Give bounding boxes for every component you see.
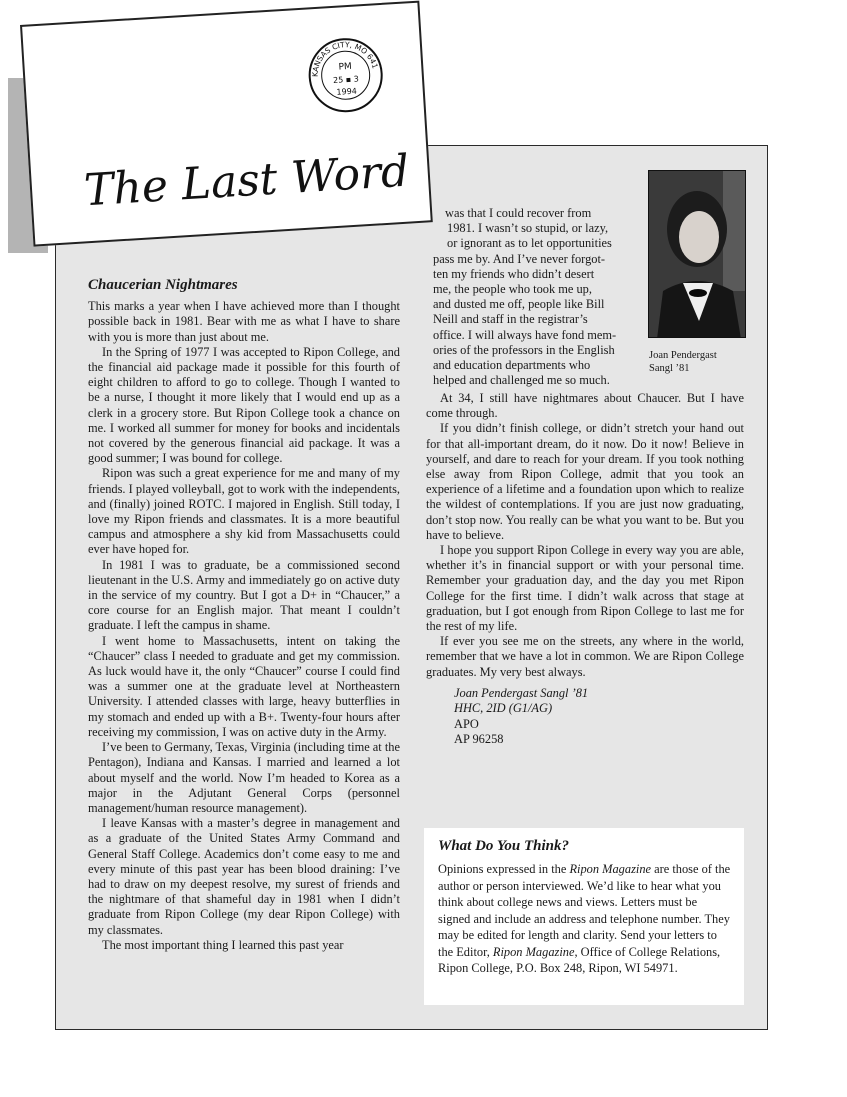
feedback-text: are those of the author or person interviewed. We’d like to hear what you think about college news and views. Letters must be signed and include an address and telephone number. They may be edited for length and clarity. Send your letters to the Editor,	[438, 862, 731, 959]
photo-caption-line: Sangl ’81	[649, 363, 690, 374]
article-line: and dusted me off, people like Bill	[433, 297, 605, 312]
article-line: Neill and staff in the registrar’s	[433, 312, 588, 327]
signature-line: Joan Pendergast Sangl ’81	[454, 685, 589, 700]
article-line: me, the people who took me up,	[433, 282, 592, 297]
signature-line: HHC, 2ID (G1/AG)	[454, 701, 553, 716]
postmark-stamp	[303, 33, 388, 118]
article-heading: Chaucerian Nightmares	[88, 277, 238, 293]
article-paragraph: At 34, I still have nightmares about Chaucer. But I have come through.	[426, 391, 744, 421]
author-photo	[648, 170, 746, 338]
article-line: was that I could recover from	[445, 206, 592, 220]
article-line: helped and challenged me so much.	[433, 373, 610, 388]
feedback-body	[438, 861, 732, 977]
article-paragraph: I hope you support Ripon College in every way you are able, whether it’s in financial support or with your personal time. Remember your graduation day, and the day you met Ripon College for the first time. I didn’t walk across that stage at graduation, but I got enough from Ripon College to last me for the rest of my life.	[426, 543, 744, 634]
article-right-column	[426, 391, 744, 748]
article-line: 1981. I wasn’t so stupid, or lazy,	[447, 221, 609, 236]
article-paragraph: The most important thing I learned this past year	[102, 937, 344, 952]
article-paragraph: I went home to Massachusetts, intent on taking the “Chaucer” class I needed to graduate and get my commission. As luck would have it, the only “Chaucer” course I could find was a summer one at the graduate level at Northeastern University. I attended classes with large, heavy butterflies in my stomach and ended up with a B+. Twenty-four hours after receiving my commission, I was on active duty in the Army.	[88, 633, 400, 739]
photo-caption	[649, 349, 759, 375]
postmark-date-day: 25 ▪ 3	[332, 74, 360, 85]
signature-line: AP 96258	[454, 732, 504, 747]
article-right-top-lines	[433, 206, 635, 388]
article-left-column	[88, 278, 400, 953]
signature-line: APO	[454, 716, 479, 731]
feedback-text: , Office of College Relations, Ripon College, P.O. Box 248, Ripon, WI 54971.	[438, 944, 721, 975]
magazine-name: Ripon Magazine	[569, 862, 652, 876]
photo-caption-line: Joan Pendergast	[649, 350, 717, 361]
article-paragraph: This marks a year when I have achieved more than I thought possible back in 1981. Bear with me as what I have to share with you is more than just about me.	[88, 299, 400, 344]
feedback-box	[424, 828, 744, 1005]
author-signature	[454, 686, 744, 748]
postmark-date-year: 1994	[336, 86, 358, 97]
feedback-title: What Do You Think?	[438, 838, 570, 854]
article-paragraph: I’ve been to Germany, Texas, Virginia (including time at the Pentagon), Indiana and Kansas. I married and learned a lot about myself and the world. Now I’m headed to Korea as a major in the Adjutant General Corps (personnel management/human resource management).	[88, 740, 400, 815]
author-photo-image	[649, 171, 746, 338]
article-paragraph: In the Spring of 1977 I was accepted to Ripon College, and the financial aid package made it possible for this fourth of eight children to afford to go to college. Though I wanted to be a nurse, I thought it more likely that I would end up as a clerk in a grocery store. But Ripon College took a chance on me. I worked all summer for money for books and incidentals not covered by the generous financial aid package. It was a good summer; I was bound for college.	[88, 344, 400, 466]
postmark-date-pm: PM	[338, 61, 353, 73]
article-paragraph: If ever you see me on the streets, any where in the world, remember that we have a lot in common. We are Ripon College graduates. My very best always.	[426, 634, 744, 679]
feedback-text: Opinions expressed in the	[438, 862, 570, 876]
article-line: or ignorant as to let opportunities	[447, 236, 612, 251]
article-paragraph: I leave Kansas with a master’s degree in management and as a graduate of the United States Army Command and General Staff College. Academics don’t come easy to me and every minute of this past year has been blood draining: I’ve had to draw on my deepest resolve, my surest of friends and the nightmare of that shameful day in 1981 when I didn’t graduate from Ripon College (my dear Ripon College) with my classmates.	[88, 816, 400, 937]
magazine-name: Ripon Magazine	[492, 944, 575, 959]
title-card	[20, 1, 433, 247]
article-paragraph: Ripon was such a great experience for me and many of my friends. I played volleyball, got to work with the independents, and (finally) joined ROTC. I majored in English. Still today, I love my Ripon friends and classmates. It is a more beautiful campus and atmosphere a shy kid from Massachusetts could ever have hoped for.	[88, 466, 400, 557]
article-line: office. I will always have fond mem-	[433, 327, 617, 342]
postmark-city: KANSAS CITY, MO 641	[310, 40, 380, 78]
article-line: ten my friends who didn’t desert	[433, 266, 595, 281]
article-line: ories of the professors in the English	[433, 342, 615, 357]
page-title: The Last Word	[82, 145, 411, 217]
article-line: and education departments who	[433, 358, 591, 373]
article-paragraph: If you didn’t finish college, or didn’t stretch your hand out for that all-important dream, do it now. Do it now! Believe in yourself, and dare to reach for your dream. If you took nothing else away from Ripon College, admit that you took an experience of a lifetime and a foundation upon which to realize the wildest of contemplations. If you are just now graduating, don’t stop now. You really can be what you want to be. But you have to believe.	[426, 421, 744, 542]
article-line: pass me by. And I’ve never forgot-	[433, 251, 606, 266]
article-paragraph: In 1981 I was to graduate, be a commissioned second lieutenant in the U.S. Army and immediately go on active duty in the service of my country. But I got a D+ in “Chaucer,” a core course for an English major. That meant I couldn’t graduate. I left the campus in shame.	[88, 557, 400, 633]
